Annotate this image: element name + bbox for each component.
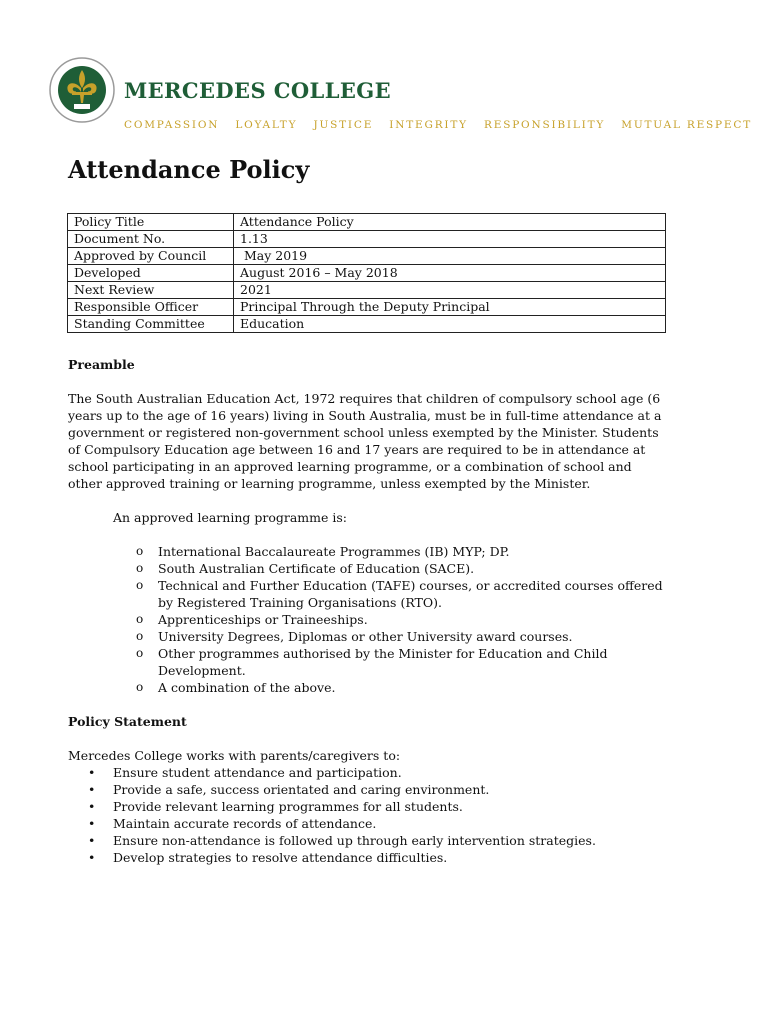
bullet-icon: • xyxy=(88,765,96,780)
meta-label: Document No. xyxy=(68,231,234,248)
meta-value: 2021 xyxy=(234,282,666,299)
meta-label: Responsible Officer xyxy=(68,299,234,316)
table-row xyxy=(68,316,666,333)
preamble-paragraph: The South Australian Education Act, 1972 requires that children of compulsory school age (6 years up to the age of 16 years) living in South Australia, must be in full-time attendance at a government or registered non-government school unless exempted by the Minister. Students of Compulsory Education age between 16 and 17 years are required to be in attendance at school participating in an approved learning programme, or a combination of school and other approved training or learning programme, unless exempted by the Minister. xyxy=(68,391,662,491)
table-row xyxy=(68,265,666,282)
policy-list xyxy=(68,764,668,866)
list-item-text: Ensure student attendance and participation. xyxy=(113,765,402,780)
bullet-icon: • xyxy=(88,833,96,848)
policy-details-table xyxy=(67,213,666,333)
table-row xyxy=(68,282,666,299)
meta-label: Next Review xyxy=(68,282,234,299)
table-row xyxy=(68,299,666,316)
table-row xyxy=(68,214,666,231)
list-item-text: Provide a safe, success orientated and caring environment. xyxy=(113,782,490,797)
list-item-text: International Baccalaureate Programmes (IB) MYP; DP. xyxy=(158,544,510,559)
bullet-icon: • xyxy=(88,799,96,814)
circle-bullet-icon: o xyxy=(136,544,144,558)
list-item-text: Technical and Further Education (TAFE) courses, or accredited courses offered by Registered Training Organisations (RTO). xyxy=(158,578,663,610)
list-item-text: Maintain accurate records of attendance. xyxy=(113,816,377,831)
policy-statement-heading: Policy Statement xyxy=(68,714,187,729)
meta-label: Approved by Council xyxy=(68,248,234,265)
list-item xyxy=(68,628,668,645)
meta-value: Attendance Policy xyxy=(234,214,666,231)
table-row xyxy=(68,231,666,248)
circle-bullet-icon: o xyxy=(136,646,144,660)
circle-bullet-icon: o xyxy=(136,578,144,592)
list-item xyxy=(68,764,668,781)
college-values xyxy=(124,119,763,131)
preamble-heading: Preamble xyxy=(68,357,135,372)
list-item-text: Apprenticeships or Traineeships. xyxy=(158,612,368,627)
list-item xyxy=(68,611,668,628)
list-item xyxy=(68,832,668,849)
list-item xyxy=(68,815,668,832)
circle-bullet-icon: o xyxy=(136,612,144,626)
list-item-text: Develop strategies to resolve attendance difficulties. xyxy=(113,850,448,865)
circle-bullet-icon: o xyxy=(136,680,144,694)
list-item xyxy=(68,849,668,866)
meta-label: Developed xyxy=(68,265,234,282)
value-item: INTEGRITY xyxy=(389,119,468,131)
value-item: JUSTICE xyxy=(313,119,374,131)
meta-value: Principal Through the Deputy Principal xyxy=(234,299,666,316)
programme-intro: An approved learning programme is: xyxy=(113,510,347,525)
letterhead xyxy=(48,56,753,136)
list-item-text: University Degrees, Diplomas or other University award courses. xyxy=(158,629,573,644)
meta-value: 1.13 xyxy=(234,231,666,248)
bullet-icon: • xyxy=(88,782,96,797)
list-item xyxy=(68,781,668,798)
policy-statement-intro: Mercedes College works with parents/caregivers to: xyxy=(68,748,401,763)
page-title: Attendance Policy xyxy=(68,155,310,184)
meta-value: May 2019 xyxy=(234,248,666,265)
list-item-text: Provide relevant learning programmes for all students. xyxy=(113,799,463,814)
bullet-icon: • xyxy=(88,850,96,865)
circle-bullet-icon: o xyxy=(136,561,144,575)
list-item xyxy=(68,798,668,815)
table-row xyxy=(68,248,666,265)
value-item: RESPONSIBILITY xyxy=(484,119,606,131)
value-item: COMPASSION xyxy=(124,119,220,131)
list-item xyxy=(68,679,668,696)
list-item-text: Ensure non-attendance is followed up through early intervention strategies. xyxy=(113,833,596,848)
meta-value: Education xyxy=(234,316,666,333)
fleur-de-lis-crest-icon xyxy=(48,56,116,124)
meta-value: August 2016 – May 2018 xyxy=(234,265,666,282)
list-item xyxy=(68,577,668,611)
value-item: LOYALTY xyxy=(235,119,298,131)
bullet-icon: • xyxy=(88,816,96,831)
programme-list xyxy=(68,543,668,696)
document-body xyxy=(68,356,668,866)
list-item-text: South Australian Certificate of Education (SACE). xyxy=(158,561,475,576)
circle-bullet-icon: o xyxy=(136,629,144,643)
value-item: MUTUAL RESPECT xyxy=(621,119,753,131)
list-item xyxy=(68,560,668,577)
meta-label: Standing Committee xyxy=(68,316,234,333)
list-item-text: Other programmes authorised by the Minister for Education and Child Development. xyxy=(158,646,608,678)
list-item xyxy=(68,543,668,560)
college-name: MERCEDES COLLEGE xyxy=(124,78,392,103)
list-item-text: A combination of the above. xyxy=(158,680,336,695)
meta-label: Policy Title xyxy=(68,214,234,231)
list-item xyxy=(68,645,668,679)
